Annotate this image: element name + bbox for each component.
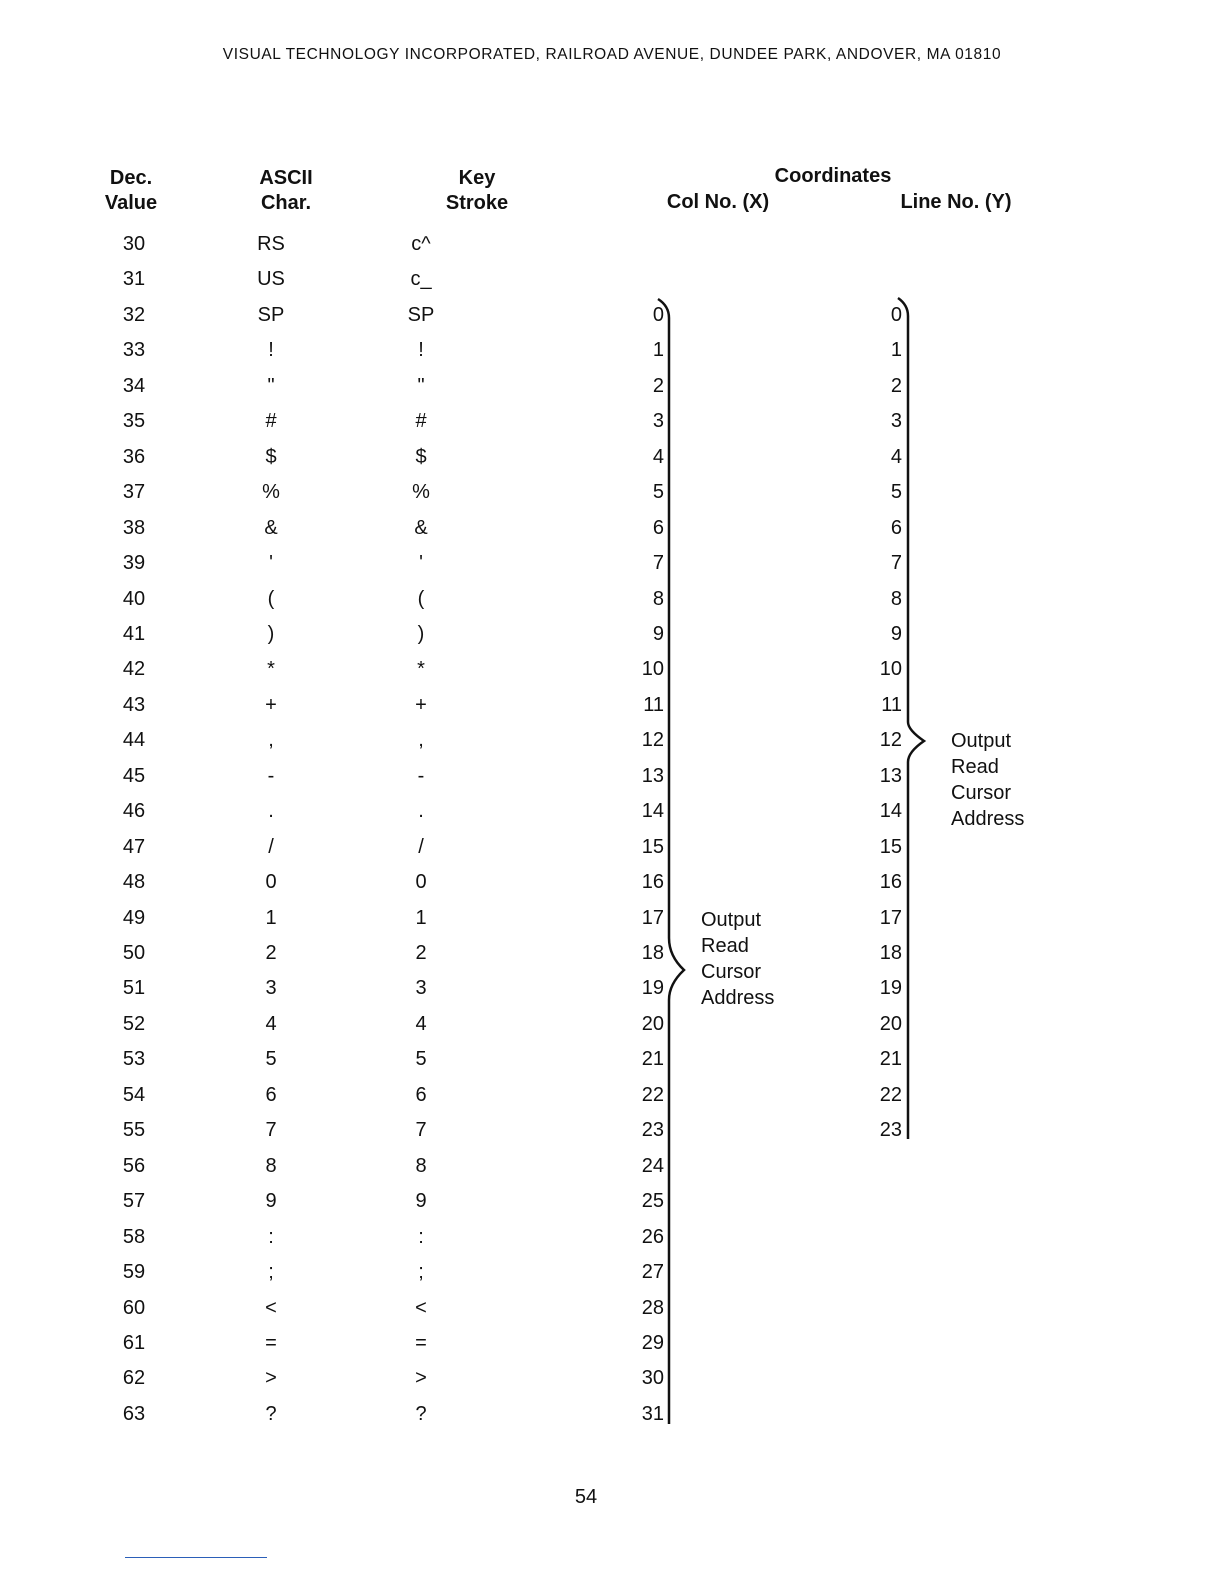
column-header-line-no-y: Line No. (Y)	[900, 191, 1012, 213]
col-x-value: 15	[641, 836, 664, 858]
col-x-value: 4	[652, 446, 664, 468]
line-y-note-line4: Address	[951, 808, 1025, 830]
ascii-char: &	[264, 517, 278, 539]
dec-value: 40	[122, 588, 146, 610]
dec-value: 58	[122, 1226, 146, 1248]
key-stroke: 4	[415, 1013, 427, 1035]
column-header-coordinates: Coordinates	[774, 165, 892, 187]
key-stroke: +	[415, 694, 427, 716]
dec-value: 52	[122, 1013, 146, 1035]
ascii-char: #	[265, 410, 277, 432]
col-x-value: 19	[641, 977, 664, 999]
dec-value: 47	[122, 836, 146, 858]
column-header-ascii-line2: Char.	[260, 192, 312, 214]
key-stroke: &	[414, 517, 428, 539]
line-y-value: 22	[879, 1084, 902, 1106]
dec-value: 62	[122, 1367, 146, 1389]
col-x-value: 13	[641, 765, 664, 787]
line-y-value: 5	[890, 481, 902, 503]
key-stroke: :	[418, 1226, 424, 1248]
ascii-char: 2	[265, 942, 277, 964]
col-x-value: 18	[641, 942, 664, 964]
line-y-value: 1	[890, 339, 902, 361]
dec-value: 56	[122, 1155, 146, 1177]
ascii-char: !	[268, 339, 274, 361]
column-header-dec-line1: Dec.	[109, 167, 153, 189]
dec-value: 32	[122, 304, 146, 326]
key-stroke: 6	[415, 1084, 427, 1106]
page-number: 54	[574, 1486, 598, 1508]
line-y-value: 14	[879, 800, 902, 822]
line-y-value: 9	[890, 623, 902, 645]
column-header-ascii-line1: ASCII	[259, 167, 313, 189]
line-y-brace-path	[898, 298, 924, 1139]
line-y-value: 18	[879, 942, 902, 964]
col-x-value: 26	[641, 1226, 664, 1248]
line-y-value: 0	[890, 304, 902, 326]
col-x-value: 25	[641, 1190, 664, 1212]
line-y-note-line2: Read	[951, 756, 999, 778]
dec-value: 44	[122, 729, 146, 751]
ascii-char: <	[265, 1297, 277, 1319]
col-x-note-line2: Read	[701, 935, 749, 957]
dec-value: 42	[122, 658, 146, 680]
ascii-char: 0	[265, 871, 277, 893]
key-stroke: (	[417, 588, 425, 610]
line-y-value: 23	[879, 1119, 902, 1141]
dec-value: 34	[122, 375, 146, 397]
dec-value: 59	[122, 1261, 146, 1283]
key-stroke: >	[415, 1367, 427, 1389]
key-stroke: 9	[415, 1190, 427, 1212]
line-y-value: 21	[879, 1048, 902, 1070]
col-x-value: 21	[641, 1048, 664, 1070]
key-stroke: 3	[415, 977, 427, 999]
key-stroke: ?	[415, 1403, 427, 1425]
col-x-value: 10	[641, 658, 664, 680]
dec-value: 41	[122, 623, 146, 645]
ascii-char: 8	[265, 1155, 277, 1177]
key-stroke: 0	[415, 871, 427, 893]
dec-value: 36	[122, 446, 146, 468]
col-x-value: 30	[641, 1367, 664, 1389]
key-stroke: -	[417, 765, 425, 787]
key-stroke: 1	[415, 907, 427, 929]
column-header-key-line2: Stroke	[445, 192, 509, 214]
col-x-note-line3: Cursor	[701, 961, 762, 983]
ascii-char: 5	[265, 1048, 277, 1070]
dec-value: 38	[122, 517, 146, 539]
key-stroke: )	[417, 623, 425, 645]
col-x-value: 28	[641, 1297, 664, 1319]
col-x-value: 0	[652, 304, 664, 326]
ascii-char: $	[265, 446, 277, 468]
dec-value: 63	[122, 1403, 146, 1425]
page-header-address: VISUAL TECHNOLOGY INCORPORATED, RAILROAD AVENUE, DUNDEE PARK, ANDOVER, MA 01810	[222, 46, 1002, 63]
dec-value: 39	[122, 552, 146, 574]
column-header-col-no-x: Col No. (X)	[666, 191, 770, 213]
dec-value: 45	[122, 765, 146, 787]
key-stroke: <	[415, 1297, 427, 1319]
ascii-char: RS	[257, 233, 285, 255]
key-stroke: '	[419, 552, 423, 574]
ascii-char: US	[257, 268, 285, 290]
col-x-value: 27	[641, 1261, 664, 1283]
dec-value: 57	[122, 1190, 146, 1212]
dec-value: 33	[122, 339, 146, 361]
col-x-value: 8	[652, 588, 664, 610]
col-x-value: 9	[652, 623, 664, 645]
col-x-note-line1: Output	[701, 909, 762, 931]
key-stroke: 8	[415, 1155, 427, 1177]
key-stroke: !	[418, 339, 424, 361]
key-stroke: #	[415, 410, 427, 432]
col-x-value: 16	[641, 871, 664, 893]
line-y-value: 10	[879, 658, 902, 680]
column-header-key-line1: Key	[458, 167, 496, 189]
col-x-value: 17	[641, 907, 664, 929]
column-header-dec-line2: Value	[104, 192, 158, 214]
col-x-value: 31	[641, 1403, 664, 1425]
key-stroke: $	[415, 446, 427, 468]
ascii-char: 1	[265, 907, 277, 929]
ascii-char: 6	[265, 1084, 277, 1106]
ascii-char: .	[268, 800, 274, 822]
key-stroke: SP	[407, 304, 435, 326]
line-y-note	[951, 728, 1024, 832]
ascii-char: 4	[265, 1013, 277, 1035]
key-stroke: ,	[418, 729, 424, 751]
key-stroke: .	[418, 800, 424, 822]
ascii-char: +	[265, 694, 277, 716]
key-stroke: /	[418, 836, 424, 858]
dec-value: 60	[122, 1297, 146, 1319]
ascii-char: :	[268, 1226, 274, 1248]
ascii-char: SP	[257, 304, 285, 326]
col-x-value: 14	[641, 800, 664, 822]
dec-value: 31	[122, 268, 146, 290]
dec-value: 37	[122, 481, 146, 503]
line-y-value: 13	[879, 765, 902, 787]
dec-value: 61	[122, 1332, 146, 1354]
col-x-value: 22	[641, 1084, 664, 1106]
key-stroke: 2	[415, 942, 427, 964]
key-stroke: c_	[410, 268, 432, 290]
line-y-value: 2	[890, 375, 902, 397]
line-y-value: 6	[890, 517, 902, 539]
ascii-char: "	[267, 375, 275, 397]
dec-value: 50	[122, 942, 146, 964]
dec-value: 54	[122, 1084, 146, 1106]
key-stroke: =	[415, 1332, 427, 1354]
col-x-value: 24	[641, 1155, 664, 1177]
line-y-value: 8	[890, 588, 902, 610]
line-y-value: 11	[881, 694, 902, 716]
line-y-value: 17	[879, 907, 902, 929]
key-stroke: *	[417, 658, 425, 680]
col-x-value: 3	[652, 410, 664, 432]
ascii-char: %	[262, 481, 280, 503]
dec-value: 48	[122, 871, 146, 893]
line-y-value: 3	[890, 410, 902, 432]
col-x-note	[701, 907, 774, 1011]
dec-value: 53	[122, 1048, 146, 1070]
ascii-char: )	[267, 623, 275, 645]
ascii-char: -	[267, 765, 275, 787]
col-x-value: 29	[641, 1332, 664, 1354]
col-x-value: 2	[652, 375, 664, 397]
ascii-char: ;	[268, 1261, 274, 1283]
col-x-value: 12	[641, 729, 664, 751]
dec-value: 35	[122, 410, 146, 432]
ascii-char: 9	[265, 1190, 277, 1212]
col-x-value: 23	[641, 1119, 664, 1141]
line-y-value: 20	[879, 1013, 902, 1035]
ascii-char: /	[268, 836, 274, 858]
ascii-char: >	[265, 1367, 277, 1389]
col-x-value: 5	[652, 481, 664, 503]
line-y-value: 7	[890, 552, 902, 574]
ascii-char: *	[267, 658, 275, 680]
dec-value: 51	[122, 977, 146, 999]
dec-value: 55	[122, 1119, 146, 1141]
ascii-char: ,	[268, 729, 274, 751]
key-stroke: c^	[411, 233, 431, 255]
line-y-value: 16	[879, 871, 902, 893]
col-x-note-line4: Address	[701, 987, 775, 1009]
dec-value: 30	[122, 233, 146, 255]
ascii-char: 7	[265, 1119, 277, 1141]
col-x-value: 7	[652, 552, 664, 574]
col-x-value: 11	[643, 694, 664, 716]
ascii-char: ?	[265, 1403, 277, 1425]
key-stroke: "	[417, 375, 425, 397]
line-y-note-line3: Cursor	[951, 782, 1012, 804]
line-y-value: 12	[879, 729, 902, 751]
col-x-value: 1	[652, 339, 664, 361]
line-y-value: 19	[879, 977, 902, 999]
footer-rule	[125, 1557, 267, 1558]
line-y-note-line1: Output	[951, 730, 1012, 752]
key-stroke: %	[412, 481, 430, 503]
ascii-char: =	[265, 1332, 277, 1354]
col-x-value: 6	[652, 517, 664, 539]
dec-value: 43	[122, 694, 146, 716]
col-x-value: 20	[641, 1013, 664, 1035]
dec-value: 49	[122, 907, 146, 929]
line-y-value: 4	[890, 446, 902, 468]
key-stroke: ;	[418, 1261, 424, 1283]
ascii-char: (	[267, 588, 275, 610]
dec-value: 46	[122, 800, 146, 822]
key-stroke: 7	[415, 1119, 427, 1141]
key-stroke: 5	[415, 1048, 427, 1070]
ascii-char: 3	[265, 977, 277, 999]
line-y-value: 15	[879, 836, 902, 858]
ascii-char: '	[269, 552, 273, 574]
